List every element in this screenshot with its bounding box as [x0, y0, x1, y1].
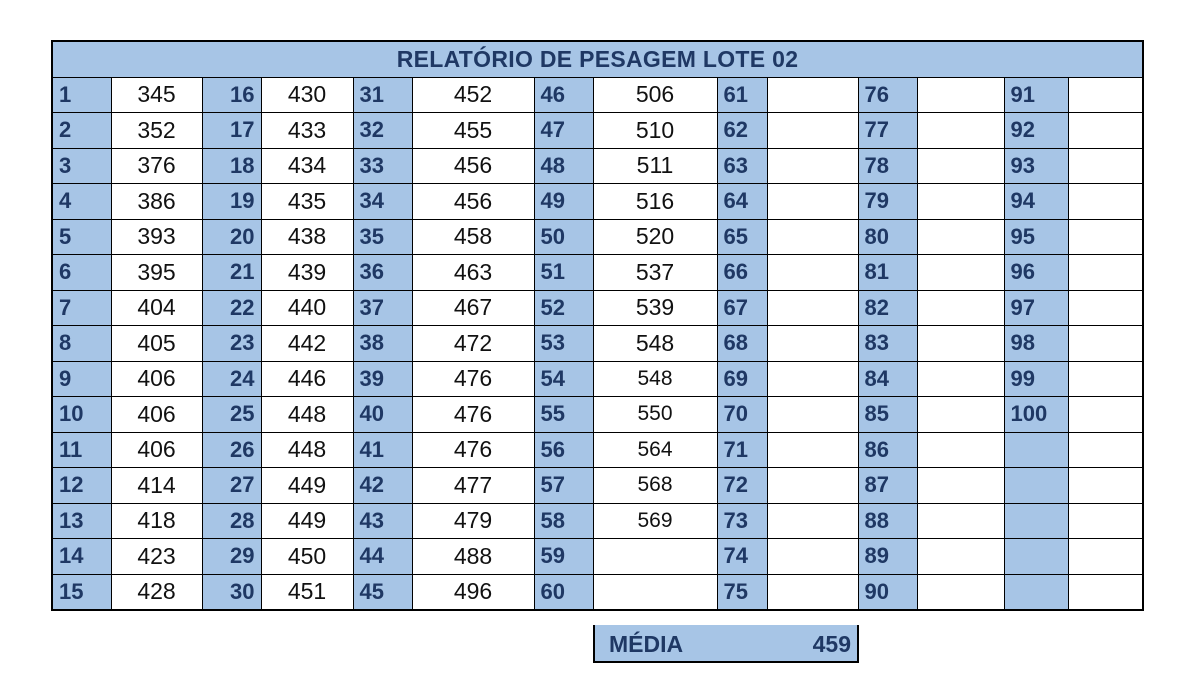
weight-value — [917, 184, 1004, 220]
weight-value: 442 — [261, 326, 353, 362]
weight-value: 448 — [261, 432, 353, 468]
weight-value: 352 — [111, 113, 202, 149]
weight-value: 479 — [412, 503, 534, 539]
weight-value: 449 — [261, 503, 353, 539]
weight-value: 404 — [111, 290, 202, 326]
weight-value — [917, 290, 1004, 326]
weight-value: 386 — [111, 184, 202, 220]
item-number — [1004, 503, 1068, 539]
item-number: 10 — [52, 397, 111, 433]
item-number: 61 — [717, 77, 767, 113]
item-number: 85 — [858, 397, 917, 433]
item-number: 48 — [534, 148, 593, 184]
item-number: 91 — [1004, 77, 1068, 113]
item-number: 68 — [717, 326, 767, 362]
item-number: 21 — [202, 255, 261, 291]
weight-value: 456 — [412, 184, 534, 220]
item-number: 80 — [858, 219, 917, 255]
weight-value: 477 — [412, 468, 534, 504]
item-number: 4 — [52, 184, 111, 220]
weight-value — [767, 432, 858, 468]
item-number: 44 — [353, 539, 412, 575]
weight-value — [767, 219, 858, 255]
weighing-report — [51, 40, 1142, 657]
item-number: 92 — [1004, 113, 1068, 149]
item-number: 90 — [858, 574, 917, 610]
weight-value — [767, 361, 858, 397]
weight-value: 476 — [412, 432, 534, 468]
table-row — [52, 219, 1143, 255]
item-number: 24 — [202, 361, 261, 397]
weight-value: 440 — [261, 290, 353, 326]
weight-value: 450 — [261, 539, 353, 575]
item-number: 42 — [353, 468, 412, 504]
weight-value: 446 — [261, 361, 353, 397]
weight-value — [767, 255, 858, 291]
item-number: 23 — [202, 326, 261, 362]
item-number: 69 — [717, 361, 767, 397]
item-number: 20 — [202, 219, 261, 255]
weight-value: 423 — [111, 539, 202, 575]
table-row — [52, 148, 1143, 184]
weight-value: 393 — [111, 219, 202, 255]
item-number: 98 — [1004, 326, 1068, 362]
item-number — [1004, 468, 1068, 504]
table-row — [52, 290, 1143, 326]
item-number: 79 — [858, 184, 917, 220]
item-number: 25 — [202, 397, 261, 433]
item-number: 89 — [858, 539, 917, 575]
weight-value: 539 — [593, 290, 717, 326]
item-number: 73 — [717, 503, 767, 539]
weight-value — [767, 113, 858, 149]
item-number — [1004, 432, 1068, 468]
item-number: 16 — [202, 77, 261, 113]
weight-value — [767, 148, 858, 184]
item-number: 59 — [534, 539, 593, 575]
weight-value: 395 — [111, 255, 202, 291]
item-number: 83 — [858, 326, 917, 362]
item-number: 86 — [858, 432, 917, 468]
weight-value: 430 — [261, 77, 353, 113]
weight-value: 548 — [593, 326, 717, 362]
item-number: 52 — [534, 290, 593, 326]
weight-value — [917, 361, 1004, 397]
table-row — [52, 255, 1143, 291]
item-number: 47 — [534, 113, 593, 149]
weight-value: 406 — [111, 397, 202, 433]
item-number: 53 — [534, 326, 593, 362]
table-row — [52, 184, 1143, 220]
item-number: 71 — [717, 432, 767, 468]
weight-value: 345 — [111, 77, 202, 113]
item-number: 28 — [202, 503, 261, 539]
weight-value — [917, 574, 1004, 610]
item-number: 70 — [717, 397, 767, 433]
item-number: 41 — [353, 432, 412, 468]
report-title: RELATÓRIO DE PESAGEM LOTE 02 — [52, 41, 1143, 77]
weight-value — [1068, 219, 1143, 255]
weight-value — [767, 397, 858, 433]
weight-value: 510 — [593, 113, 717, 149]
weight-value — [593, 574, 717, 610]
item-number: 63 — [717, 148, 767, 184]
weight-value — [767, 290, 858, 326]
weight-value: 488 — [412, 539, 534, 575]
item-number: 39 — [353, 361, 412, 397]
item-number: 62 — [717, 113, 767, 149]
table-row — [52, 326, 1143, 362]
weight-value: 537 — [593, 255, 717, 291]
item-number: 66 — [717, 255, 767, 291]
weight-value — [917, 503, 1004, 539]
item-number: 56 — [534, 432, 593, 468]
weight-value: 548 — [593, 361, 717, 397]
item-number: 74 — [717, 539, 767, 575]
weight-value — [1068, 326, 1143, 362]
weight-value: 433 — [261, 113, 353, 149]
item-number: 50 — [534, 219, 593, 255]
item-number: 38 — [353, 326, 412, 362]
weight-value: 406 — [111, 361, 202, 397]
weight-value: 568 — [593, 468, 717, 504]
item-number: 57 — [534, 468, 593, 504]
weight-value: 418 — [111, 503, 202, 539]
weight-value: 434 — [261, 148, 353, 184]
item-number: 88 — [858, 503, 917, 539]
weight-value: 467 — [412, 290, 534, 326]
item-number: 12 — [52, 468, 111, 504]
weight-value — [1068, 361, 1143, 397]
item-number: 81 — [858, 255, 917, 291]
table-row — [52, 432, 1143, 468]
average-label: MÉDIA — [609, 631, 684, 657]
item-number: 72 — [717, 468, 767, 504]
weight-value: 511 — [593, 148, 717, 184]
table-row — [52, 361, 1143, 397]
weight-value: 516 — [593, 184, 717, 220]
weight-value — [1068, 432, 1143, 468]
item-number: 6 — [52, 255, 111, 291]
item-number: 17 — [202, 113, 261, 149]
table-row — [52, 503, 1143, 539]
item-number: 82 — [858, 290, 917, 326]
weight-value: 452 — [412, 77, 534, 113]
weight-value — [917, 219, 1004, 255]
weight-value — [917, 148, 1004, 184]
item-number: 99 — [1004, 361, 1068, 397]
item-number: 67 — [717, 290, 767, 326]
weight-value — [917, 432, 1004, 468]
item-number: 49 — [534, 184, 593, 220]
weight-value — [1068, 184, 1143, 220]
item-number: 7 — [52, 290, 111, 326]
item-number: 1 — [52, 77, 111, 113]
weight-value: 428 — [111, 574, 202, 610]
item-number: 11 — [52, 432, 111, 468]
average-value: 459 — [812, 631, 851, 657]
weight-value: 438 — [261, 219, 353, 255]
item-number: 5 — [52, 219, 111, 255]
item-number: 93 — [1004, 148, 1068, 184]
weight-value — [767, 468, 858, 504]
weight-value — [917, 397, 1004, 433]
item-number: 54 — [534, 361, 593, 397]
weight-value: 569 — [593, 503, 717, 539]
weight-value — [1068, 255, 1143, 291]
weight-value — [917, 113, 1004, 149]
weight-value: 376 — [111, 148, 202, 184]
table-row — [52, 113, 1143, 149]
weight-value — [1068, 77, 1143, 113]
weight-value — [767, 326, 858, 362]
weight-value: 496 — [412, 574, 534, 610]
table-row — [52, 397, 1143, 433]
item-number: 84 — [858, 361, 917, 397]
weight-value — [1068, 397, 1143, 433]
item-number: 13 — [52, 503, 111, 539]
item-number: 45 — [353, 574, 412, 610]
weight-value: 564 — [593, 432, 717, 468]
item-number: 75 — [717, 574, 767, 610]
item-number: 60 — [534, 574, 593, 610]
item-number: 14 — [52, 539, 111, 575]
item-number: 32 — [353, 113, 412, 149]
weight-value — [767, 77, 858, 113]
item-number: 37 — [353, 290, 412, 326]
table-row — [52, 77, 1143, 113]
item-number: 96 — [1004, 255, 1068, 291]
item-number: 27 — [202, 468, 261, 504]
weight-value: 439 — [261, 255, 353, 291]
item-number: 58 — [534, 503, 593, 539]
item-number: 77 — [858, 113, 917, 149]
weight-value — [1068, 539, 1143, 575]
item-number: 22 — [202, 290, 261, 326]
item-number: 35 — [353, 219, 412, 255]
item-number: 40 — [353, 397, 412, 433]
weight-value — [1068, 468, 1143, 504]
item-number: 19 — [202, 184, 261, 220]
weight-value: 448 — [261, 397, 353, 433]
item-number: 31 — [353, 77, 412, 113]
item-number: 34 — [353, 184, 412, 220]
item-number: 76 — [858, 77, 917, 113]
weight-value — [1068, 148, 1143, 184]
table-row — [52, 574, 1143, 610]
item-number: 9 — [52, 361, 111, 397]
weight-value: 476 — [412, 361, 534, 397]
weight-value: 455 — [412, 113, 534, 149]
weight-value: 449 — [261, 468, 353, 504]
weight-value: 405 — [111, 326, 202, 362]
table-row — [52, 468, 1143, 504]
weight-value — [767, 503, 858, 539]
weight-value — [767, 184, 858, 220]
item-number: 55 — [534, 397, 593, 433]
item-number: 43 — [353, 503, 412, 539]
item-number: 18 — [202, 148, 261, 184]
weight-value — [917, 77, 1004, 113]
item-number: 26 — [202, 432, 261, 468]
weight-value — [767, 539, 858, 575]
weight-value — [917, 326, 1004, 362]
weight-value: 472 — [412, 326, 534, 362]
weight-value: 435 — [261, 184, 353, 220]
item-number: 97 — [1004, 290, 1068, 326]
weight-value: 456 — [412, 148, 534, 184]
weight-value: 550 — [593, 397, 717, 433]
weight-value — [1068, 113, 1143, 149]
item-number: 51 — [534, 255, 593, 291]
item-number: 64 — [717, 184, 767, 220]
item-number: 65 — [717, 219, 767, 255]
item-number: 3 — [52, 148, 111, 184]
weight-value — [767, 574, 858, 610]
item-number: 8 — [52, 326, 111, 362]
weight-value: 451 — [261, 574, 353, 610]
weight-value: 458 — [412, 219, 534, 255]
weight-value: 406 — [111, 432, 202, 468]
weight-value: 520 — [593, 219, 717, 255]
weight-value — [1068, 290, 1143, 326]
weight-value — [917, 255, 1004, 291]
weight-value: 463 — [412, 255, 534, 291]
item-number: 29 — [202, 539, 261, 575]
item-number — [1004, 574, 1068, 610]
weight-value — [1068, 574, 1143, 610]
item-number: 87 — [858, 468, 917, 504]
item-number: 78 — [858, 148, 917, 184]
average-summary — [593, 625, 859, 663]
weighing-table — [51, 40, 1144, 611]
item-number: 33 — [353, 148, 412, 184]
item-number: 15 — [52, 574, 111, 610]
weight-value: 414 — [111, 468, 202, 504]
weight-value — [593, 539, 717, 575]
weight-value: 506 — [593, 77, 717, 113]
item-number: 94 — [1004, 184, 1068, 220]
item-number: 30 — [202, 574, 261, 610]
item-number: 100 — [1004, 397, 1068, 433]
item-number: 36 — [353, 255, 412, 291]
item-number — [1004, 539, 1068, 575]
item-number: 2 — [52, 113, 111, 149]
weight-value — [1068, 503, 1143, 539]
weight-value: 476 — [412, 397, 534, 433]
item-number: 46 — [534, 77, 593, 113]
item-number: 95 — [1004, 219, 1068, 255]
weight-value — [917, 468, 1004, 504]
table-row — [52, 539, 1143, 575]
weight-value — [917, 539, 1004, 575]
